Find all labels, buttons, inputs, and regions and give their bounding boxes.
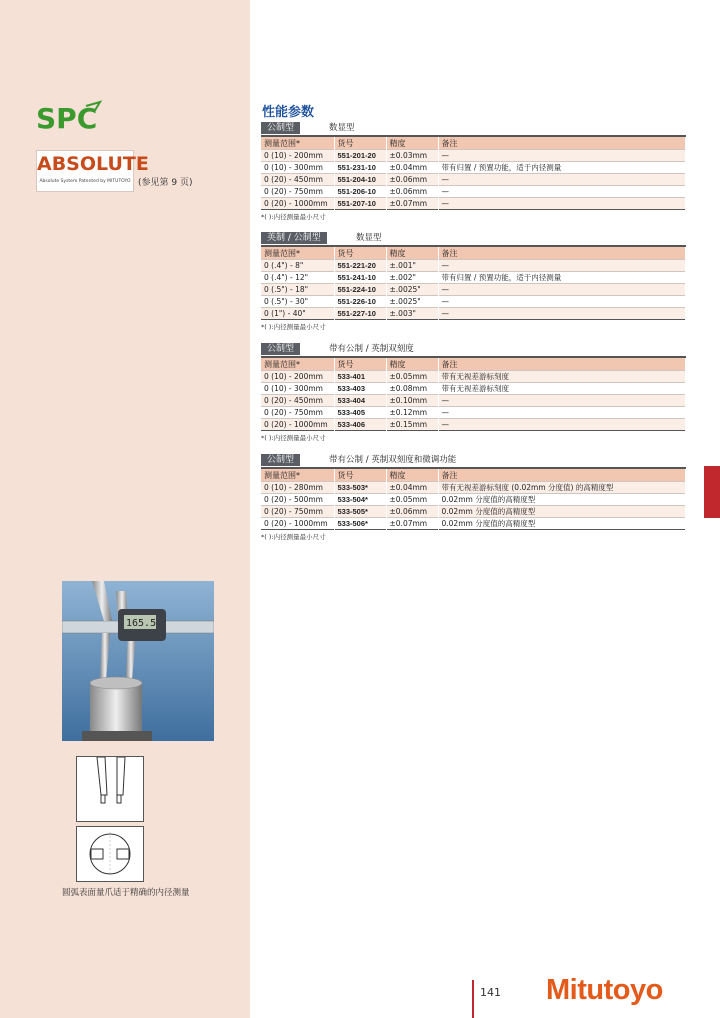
mitutoyo-logo: Mitutoyo <box>546 974 663 1006</box>
caliper-photo <box>62 581 214 741</box>
section-desc: 数显型 <box>356 233 382 243</box>
absolute-logo-text: ABSOLUTE <box>37 153 149 175</box>
page-number: 141 <box>480 986 501 999</box>
col-header-code: 货号 <box>334 246 386 260</box>
col-header-accuracy: 精度 <box>386 136 438 150</box>
spec-section-3 <box>261 343 686 442</box>
page-title: 性能参数 <box>262 105 315 120</box>
spec-table <box>261 135 686 210</box>
table-row: 0 (1") - 40" 551-227-10 ±.003" — <box>261 308 686 320</box>
spec-table <box>261 467 686 530</box>
col-header-remarks: 备注 <box>438 468 686 482</box>
spec-section-1 <box>261 122 686 221</box>
section-tag: 英制 / 公制型 <box>261 232 327 244</box>
section-tag: 公制型 <box>261 454 300 466</box>
table-footnote: *( ):内径测量最小尺寸 <box>261 323 326 331</box>
spec-section-4 <box>261 454 686 541</box>
table-row: 0 (.5") - 18" 551-224-10 ±.0025" — <box>261 284 686 296</box>
table-footnote: *( ):内径测量最小尺寸 <box>261 434 326 442</box>
section-tag: 公制型 <box>261 343 300 355</box>
spec-table <box>261 245 686 320</box>
table-row: 0 (10) - 200mm 551-201-20 ±0.03mm — <box>261 150 686 162</box>
sidebar <box>0 0 250 1018</box>
table-row: 0 (20) - 750mm 533-405 ±0.12mm — <box>261 407 686 419</box>
svg-text:SPC: SPC <box>36 102 98 132</box>
col-header-range: 测量范围* <box>261 246 334 260</box>
footer-divider <box>472 980 474 1018</box>
col-header-range: 测量范围* <box>261 468 334 482</box>
caliper-display-value: 165.5 <box>126 618 157 629</box>
spec-section-2 <box>261 232 686 331</box>
col-header-accuracy: 精度 <box>386 357 438 371</box>
table-row: 0 (10) - 200mm 533-401 ±0.05mm 带有无视差游标刻度 <box>261 371 686 383</box>
table-row: 0 (10) - 280mm 533-503* ±0.04mm 带有无视差游标刻度 (0.02mm 分度值) 的高精度型 <box>261 482 686 494</box>
table-row: 0 (20) - 1000mm 551-207-10 ±0.07mm — <box>261 198 686 210</box>
section-desc: 数显型 <box>329 123 355 133</box>
table-row: 0 (.5") - 30" 551-226-10 ±.0025" — <box>261 296 686 308</box>
col-header-range: 测量范围* <box>261 136 334 150</box>
jaw-side-diagram <box>76 756 144 822</box>
col-header-code: 货号 <box>334 468 386 482</box>
col-header-accuracy: 精度 <box>386 468 438 482</box>
table-row: 0 (.4") - 12" 551-241-10 ±.002" 带有归置 / 预置功能，适于内径测量 <box>261 272 686 284</box>
table-row: 0 (10) - 300mm 533-403 ±0.08mm 带有无视差游标刻度 <box>261 383 686 395</box>
table-row: 0 (.4") - 8" 551-221-20 ±.001" — <box>261 260 686 272</box>
jaw-circle-diagram <box>76 826 144 882</box>
table-row: 0 (20) - 750mm 533-505* ±0.06mm 0.02mm 分度值的高精度型 <box>261 506 686 518</box>
section-desc: 带有公制 / 英制双刻度 <box>329 344 414 354</box>
col-header-range: 测量范围* <box>261 357 334 371</box>
col-header-accuracy: 精度 <box>386 246 438 260</box>
col-header-code: 货号 <box>334 136 386 150</box>
col-header-remarks: 备注 <box>438 136 686 150</box>
table-footnote: *( ):内径测量最小尺寸 <box>261 213 326 221</box>
absolute-logo-subtext: Absolute System Patented by MITUTOYO <box>39 179 131 184</box>
col-header-remarks: 备注 <box>438 246 686 260</box>
table-row: 0 (20) - 1000mm 533-406 ±0.15mm — <box>261 419 686 431</box>
table-row: 0 (20) - 750mm 551-206-10 ±0.06mm — <box>261 186 686 198</box>
col-header-remarks: 备注 <box>438 357 686 371</box>
table-footnote: *( ):内径测量最小尺寸 <box>261 533 326 541</box>
section-desc: 带有公制 / 英制双刻度和微调功能 <box>329 455 457 465</box>
table-row: 0 (20) - 450mm 533-404 ±0.10mm — <box>261 395 686 407</box>
chapter-tab <box>704 466 720 518</box>
table-row: 0 (10) - 300mm 551-231-10 ±0.04mm 带有归置 / 预置功能，适于内径测量 <box>261 162 686 174</box>
table-row: 0 (20) - 500mm 533-504* ±0.05mm 0.02mm 分度值的高精度型 <box>261 494 686 506</box>
absolute-reference-note: (参见第 9 页) <box>138 178 193 188</box>
table-row: 0 (20) - 450mm 551-204-10 ±0.06mm — <box>261 174 686 186</box>
col-header-code: 货号 <box>334 357 386 371</box>
section-tag: 公制型 <box>261 122 300 134</box>
spc-logo <box>36 100 102 132</box>
spec-table <box>261 356 686 431</box>
table-row: 0 (20) - 1000mm 533-506* ±0.07mm 0.02mm 分度值的高精度型 <box>261 518 686 530</box>
diagram-caption: 圆弧表面量爪适于精确的内径测量 <box>62 888 190 898</box>
absolute-logo <box>36 150 149 192</box>
